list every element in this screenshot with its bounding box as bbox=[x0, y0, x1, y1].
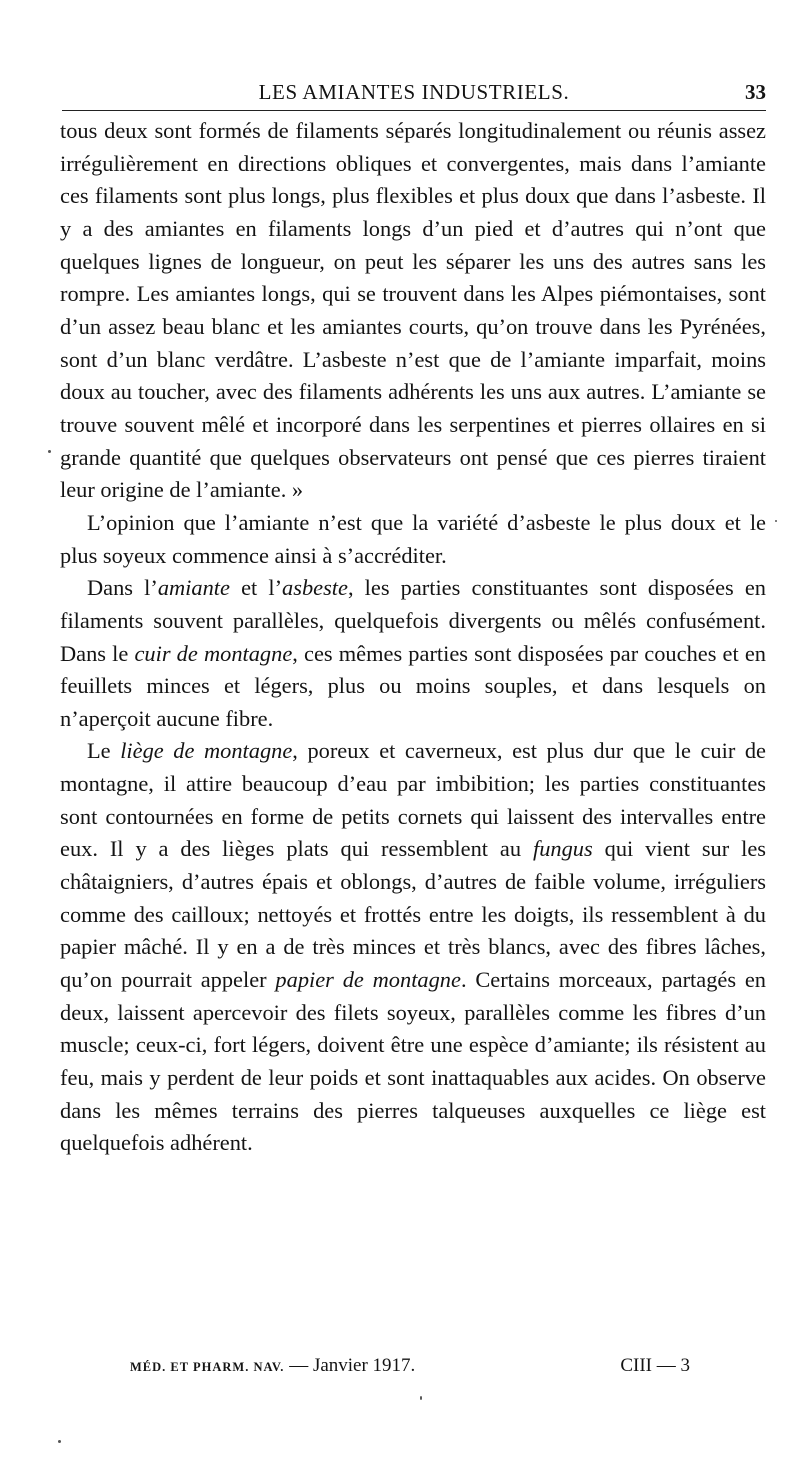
scan-speck bbox=[420, 1396, 422, 1400]
issue-date: Janvier 1917. bbox=[312, 1355, 416, 1376]
running-title: LES AMIANTES INDUSTRIELS. bbox=[258, 80, 570, 104]
italic-term-amiante: amiante bbox=[157, 575, 230, 601]
text-run: et l’ bbox=[229, 575, 283, 601]
italic-term-papier-de-montagne: papier de montagne bbox=[275, 967, 461, 993]
scan-speck bbox=[48, 450, 51, 453]
text-run: qui vient sur les châtaigniers, d’autres épais et oblongs, d’autres de faible volume, irréguliers comme des cailloux; nettoyés et frottés entre les doigts, ils ressemblent à du papier mâché. Il y en a de très minces et très blancs, avec des fibres lâches, qu’on pourrait appeler bbox=[60, 836, 766, 993]
italic-term-liege-de-montagne: liège de montagne bbox=[120, 738, 293, 764]
text-run: Dans l’ bbox=[87, 575, 158, 601]
text-run: Le bbox=[87, 738, 121, 764]
text-run: , les parties constituantes sont disposées en filaments souvent parallèles, quelquefois divergents ou mêlés confusément. Dans le bbox=[60, 575, 766, 666]
scan-speck bbox=[58, 1440, 61, 1443]
running-header bbox=[62, 74, 766, 111]
page-footer bbox=[130, 1355, 690, 1385]
footer-citation bbox=[130, 1355, 415, 1377]
paragraph-continuation: tous deux sont formés de filaments séparés longitudinalement ou réunis assez irrégulièrement en directions obliques et convergentes, mais dans l’amiante ces filaments sont plus longs, plus flexibles et plus doux que dans l’asbeste. Il y a des amiantes en filaments longs d’un pied et d’autres qui n’ont que quelques lignes de longueur, on peut les séparer les uns des autres sans les rompre. Les amiantes longs, qui se trouvent dans les Alpes piémontaises, sont d’un assez beau blanc et les amiantes courts, qu’on trouve dans les Pyrénées, sont d’un blanc verdâtre. L’asbeste n’est que de l’amiante imparfait, moins doux au toucher, avec des filaments adhérents les uns aux autres. L’amiante se trouve souvent mêlé et incorporé dans les serpentines et pierres ollaires en si grande quantité que quelques observateurs ont pensé que ces pierres tiraient leur origine de l’amiante. » bbox=[60, 118, 766, 503]
italic-term-cuir-de-montagne: cuir de montagne bbox=[134, 640, 293, 666]
scan-speck bbox=[775, 520, 777, 522]
paragraph-liege-de-montagne bbox=[60, 735, 766, 1160]
page-number: 33 bbox=[745, 80, 766, 104]
paragraph-opinion: L’opinion que l’amiante n’est que la variété d’asbeste le plus doux et le plus soyeux commence ainsi à s’accréditer. bbox=[60, 509, 766, 568]
text-run: . Certains morceaux, partagés en deux, laissent apercevoir des filets soyeux, parallèles comme les fibres d’un muscle; ceux-ci, fort légers, doivent être une espèce d’amiante; ils résistent au feu, mais y perdent de leur poids et sont inattaquables aux acides. On observe dans les mêmes terrains des pierres talqueuses auxquelles ce liège est quelquefois adhérent. bbox=[60, 967, 766, 1156]
body-text bbox=[60, 115, 766, 1160]
italic-term-asbeste: asbeste bbox=[282, 575, 348, 601]
italic-term-fungus: fungus bbox=[532, 836, 593, 862]
paragraph-amiante-asbeste bbox=[60, 572, 766, 735]
footer-separator: — bbox=[284, 1355, 313, 1376]
text-run: , poreux et caverneux, est plus dur que le cuir de montagne, il attire beaucoup d’eau par imbibition; les parties constituantes sont contournées en forme de petits cornets qui laissent des intervalles entre eux. Il y a des lièges plats qui ressemblent au bbox=[60, 738, 766, 862]
text-run: , ces mêmes parties sont disposées par couches et en feuillets minces et légers, plus ou moins souples, et dans lesquels on n’aperçoit aucune fibre. bbox=[60, 640, 766, 731]
signature-mark: CIII — 3 bbox=[620, 1355, 690, 1376]
journal-abbreviation: MÉD. ET PHARM. NAV. bbox=[130, 1360, 285, 1374]
